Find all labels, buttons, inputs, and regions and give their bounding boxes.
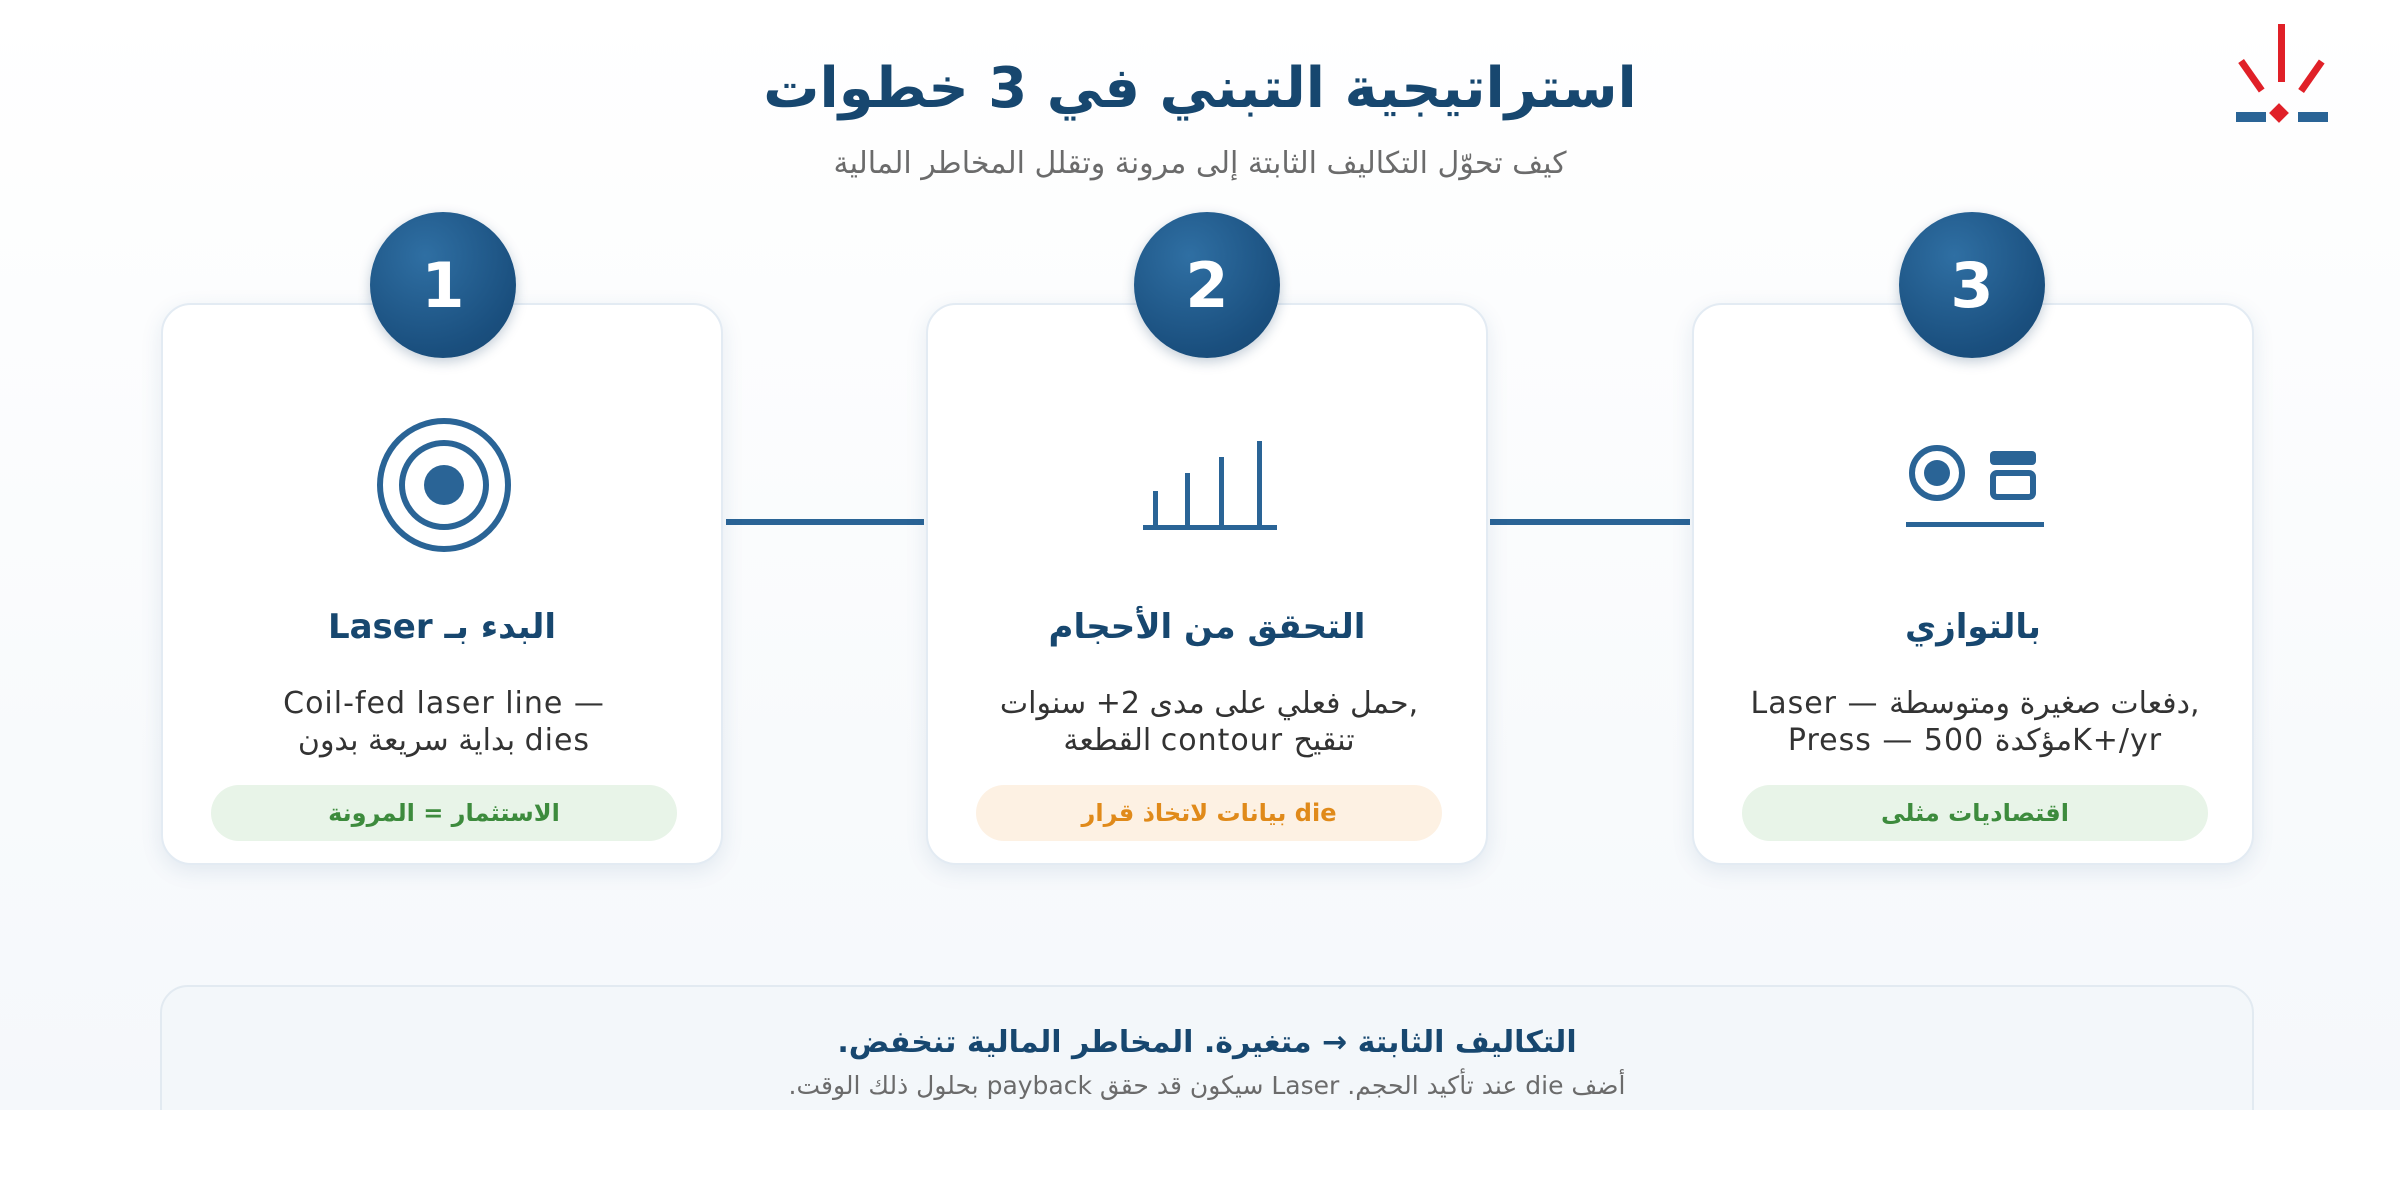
step-desc-line: حمل فعلي على مدى 2+ سنوات, bbox=[999, 686, 1419, 721]
summary-note: .بحلول ذلك الوقت payback سيكون قد حقق Laser .عند تأكيد الحجم die أضف bbox=[788, 1071, 1626, 1100]
bar-chart-icon bbox=[1139, 433, 1279, 533]
step-desc-line: Coil-fed laser line — bbox=[283, 686, 605, 721]
step-title: بالتوازي bbox=[1905, 607, 2041, 647]
connector-line-1 bbox=[726, 519, 924, 525]
step-desc-line: Laser — دفعات صغيرة ومتوسطة, bbox=[1750, 686, 2200, 721]
step-number-badge-3: 3 bbox=[1899, 212, 2045, 358]
step-desc-line: بداية سريعة بدون dies bbox=[297, 723, 591, 758]
summary-panel bbox=[160, 985, 2254, 1110]
page-subtitle: كيف تحوّل التكاليف الثابتة إلى مرونة وتقلل المخاطر المالية bbox=[833, 146, 1567, 181]
step-card-3 bbox=[1692, 303, 2254, 865]
step-desc-line: Press — 500 مؤكدةK+/yr bbox=[1787, 723, 2163, 758]
step-description bbox=[1724, 685, 2226, 759]
step-pill: الاستثمار = المرونة bbox=[211, 785, 677, 841]
step-number-badge-2: 2 bbox=[1134, 212, 1280, 358]
connector-line-2 bbox=[1490, 519, 1690, 525]
step-pill: die بيانات لاتخاذ قرار bbox=[976, 785, 1442, 841]
step-title: البدء بـ Laser bbox=[327, 607, 557, 647]
step-card-1 bbox=[161, 303, 723, 865]
step-title: التحقق من الأحجام bbox=[1048, 607, 1366, 647]
step-number-badge-1: 1 bbox=[370, 212, 516, 358]
step-card-2 bbox=[926, 303, 1488, 865]
step-desc-line: القطعة contour تنقيح bbox=[1063, 723, 1355, 758]
parallel-layout-icon bbox=[1904, 443, 2044, 533]
summary-headline: .التكاليف الثابتة → متغيرة. المخاطر المالية تنخفض bbox=[837, 1025, 1577, 1060]
target-icon bbox=[374, 415, 514, 555]
step-description bbox=[958, 685, 1460, 759]
step-pill: اقتصاديات مثلى bbox=[1742, 785, 2208, 841]
page-title: استراتيجية التبني في 3 خطوات bbox=[763, 56, 1637, 121]
step-description bbox=[193, 685, 695, 759]
